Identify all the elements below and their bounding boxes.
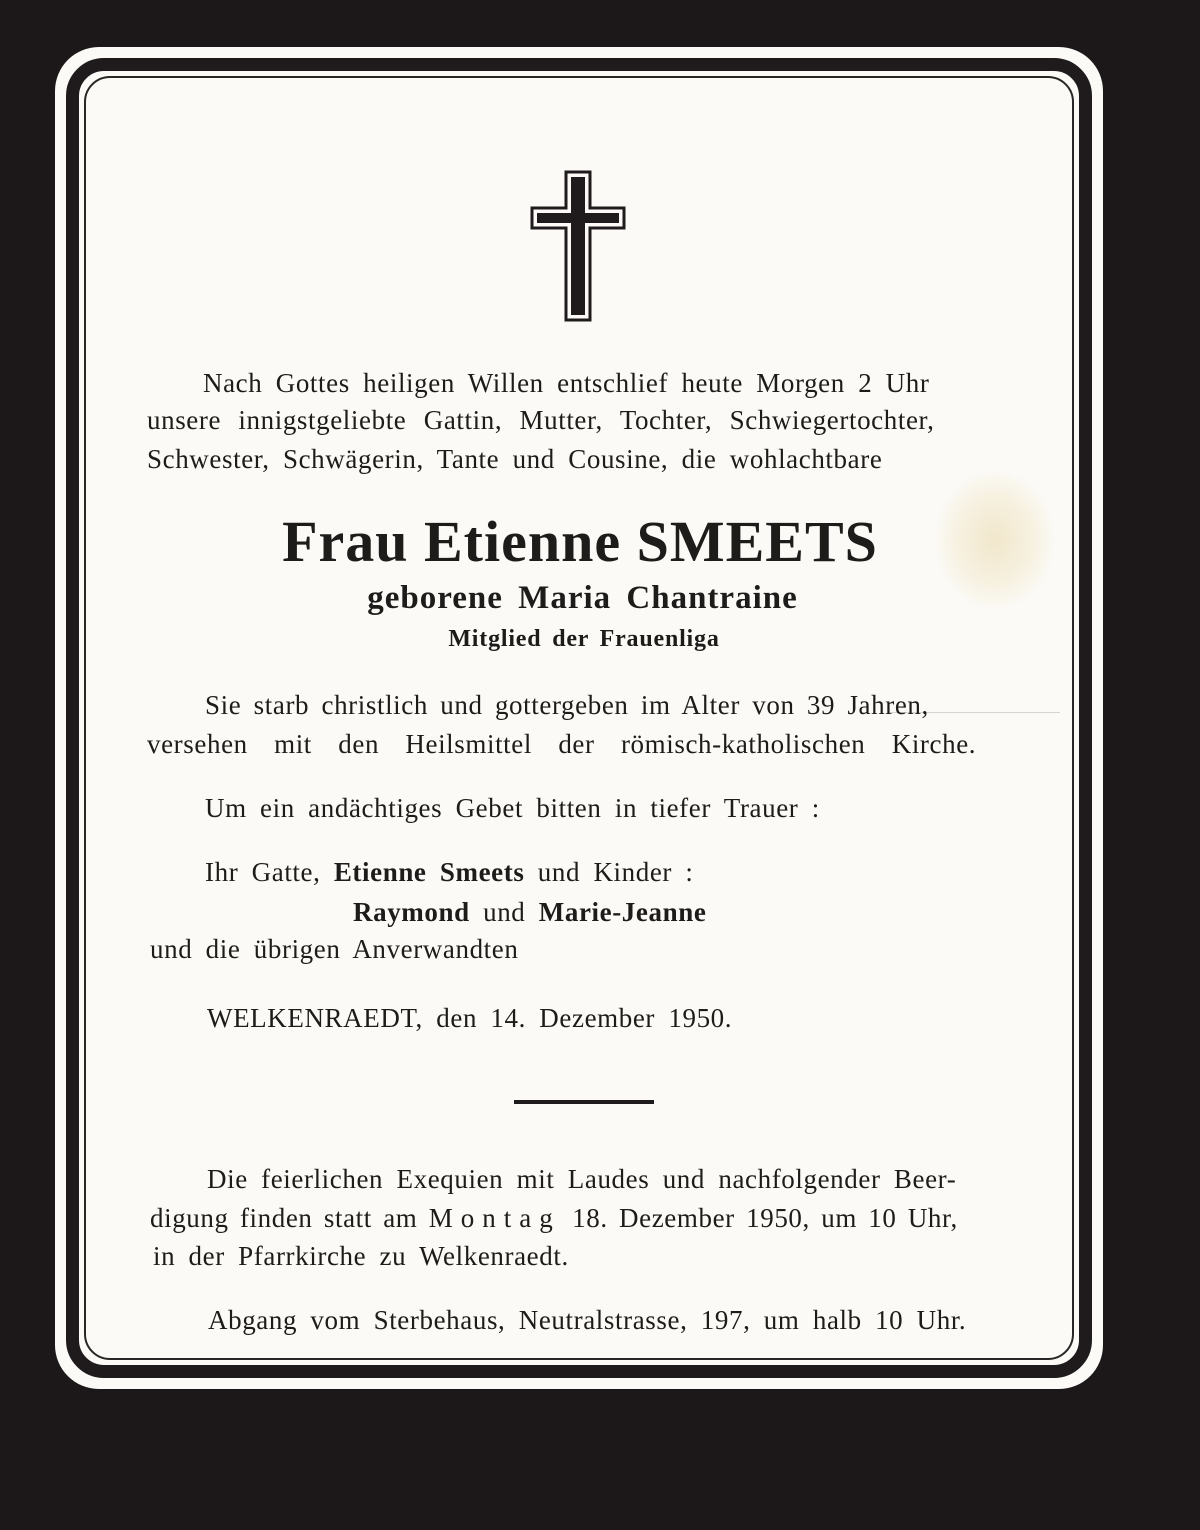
- child-name-2: Marie-Jeanne: [538, 897, 707, 927]
- place: WELKENRAEDT,: [207, 1003, 423, 1033]
- funeral-line-2-a: digung finden statt am: [150, 1203, 418, 1233]
- funeral-line-2-b: 18. Dezember 1950, um 10 Uhr,: [572, 1203, 958, 1233]
- funeral-line-2: [150, 1203, 958, 1234]
- membership: Mitglied der Frauenliga: [448, 626, 720, 652]
- child-conjunction: und: [483, 897, 526, 927]
- deceased-name: Frau Etienne SMEETS: [282, 509, 878, 574]
- divider-rule: [514, 1100, 654, 1104]
- prayer-request: Um ein andächtiges Gebet bitten in tiefer Trauer :: [205, 793, 820, 823]
- husband-prefix: Ihr Gatte,: [205, 857, 321, 887]
- child-name-1: Raymond: [353, 897, 470, 927]
- maiden-name: geborene Maria Chantraine: [367, 580, 798, 616]
- date: den 14. Dezember 1950.: [436, 1003, 733, 1033]
- place-date-line: [207, 1003, 732, 1034]
- husband-name: Etienne Smeets: [333, 857, 525, 887]
- funeral-line-1: Die feierlichen Exequien mit Laudes und nachfolgender Beer-: [207, 1164, 957, 1194]
- children-label: und Kinder :: [537, 857, 694, 887]
- husband-line: [205, 857, 693, 888]
- children-line: [353, 897, 706, 928]
- intro-line-2: unsere innigstgeliebte Gattin, Mutter, Tochter, Schwiegertochter,: [147, 405, 935, 435]
- funeral-day: Montag: [428, 1203, 561, 1233]
- procession-line: Abgang vom Sterbehaus, Neutralstrasse, 197, um halb 10 Uhr.: [208, 1305, 967, 1335]
- intro-line-1: Nach Gottes heiligen Willen entschlief heute Morgen 2 Uhr: [203, 368, 930, 398]
- relatives-line: und die übrigen Anverwandten: [150, 934, 519, 964]
- death-line-2: versehen mit den Heilsmittel der römisch-katholischen Kirche.: [147, 729, 977, 759]
- funeral-line-3: in der Pfarrkirche zu Welkenraedt.: [153, 1241, 569, 1271]
- intro-line-3: Schwester, Schwägerin, Tante und Cousine, die wohlachtbare: [147, 444, 883, 474]
- death-line-1: Sie starb christlich und gottergeben im Alter von 39 Jahren,: [205, 690, 929, 720]
- cross-icon: [528, 170, 628, 322]
